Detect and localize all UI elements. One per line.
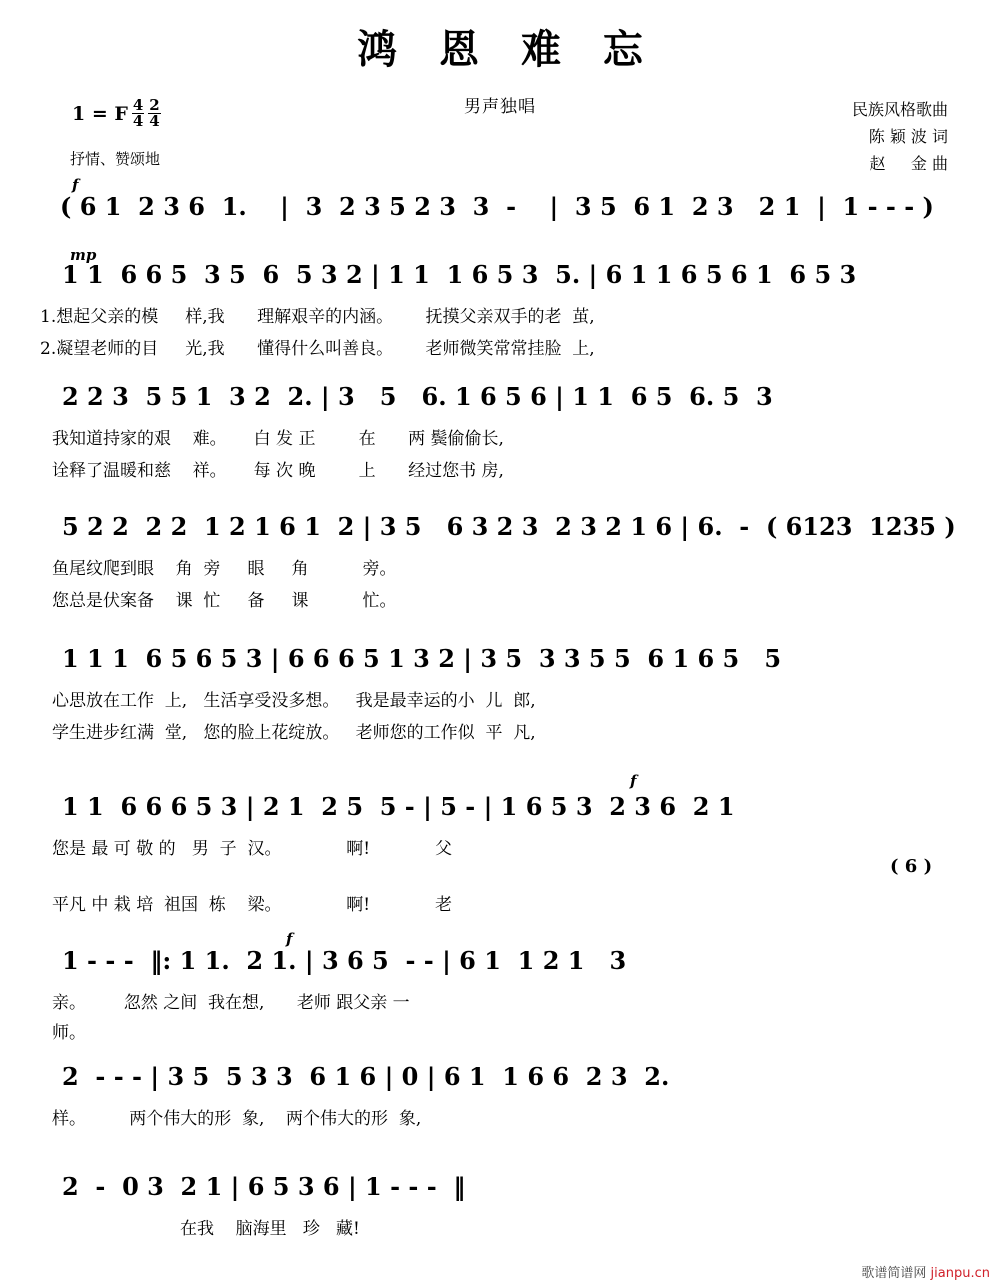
notes-line-5: 1 1 6 6 6 5 3 | 2 1 2 5 5 - | 5 - | 1 6 5 3 2 3 6 2 1	[62, 792, 735, 821]
lyrics-verse1-line2: 我知道持家的艰 难。 白 发 正 在 两 鬓偷偷长,	[52, 429, 504, 449]
lyrics-verse2-line4: 学生进步红满 堂, 您的脸上花绽放。 老师您的工作似 平 凡,	[52, 723, 536, 743]
lyrics-verse1-line4: 心思放在工作 上, 生活享受没多想。 我是最幸运的小 儿 郎,	[52, 691, 536, 711]
lyrics-verse2-line2: 诠释了温暖和慈 祥。 每 次 晚 上 经过您书 房,	[52, 461, 504, 481]
notes-alternate-paren: ( 6 )	[890, 856, 933, 877]
lyrics-line-8: 在我 脑海里 珍 藏!	[180, 1219, 360, 1239]
notes-line-3: 5 2 2 2 2 1 2 1 6 1 2 | 3 5 6 3 2 3 2 3 2 1 6 | 6. - ( 6123 1235 )	[62, 512, 956, 541]
watermark-text: 歌谱简谱网	[861, 1266, 927, 1281]
lyrics-verse2-line1: 2.凝望老师的目 光,我 懂得什么叫善良。 老师微笑常常挂脸 上,	[40, 339, 595, 359]
lyrics-verse1-line5: 您是 最 可 敬 的 男 子 汉。 啊! 父	[52, 839, 452, 859]
notes-line-1: 1 1 6 6 5 3 5 6 5 3 2 | 1 1 1 6 5 3 5. | 6 1 1 6 5 6 1 6 5 3	[62, 260, 857, 289]
tempo-expression: 抒情、赞颂地	[70, 150, 161, 168]
dynamic-f-line5: f	[630, 772, 637, 790]
credit-line-1: 民族风格歌曲	[851, 100, 948, 119]
time-signature-1: $\frac{4}{4}$	[132, 96, 144, 131]
lyrics-verse2-line3: 您总是伏案备 课 忙 备 课 忙。	[52, 591, 397, 611]
lyrics-verse1-line3: 鱼尾纹爬到眼 角 旁 眼 角 旁。	[52, 559, 397, 579]
dynamic-f-line6: f	[286, 930, 293, 948]
subtitle: 男声独唱	[464, 97, 536, 117]
dynamic-f-intro: f	[72, 176, 79, 194]
dynamic-mp: mp	[70, 246, 97, 264]
credits	[852, 96, 948, 177]
notes-line-2: 2 2 3 5 5 1 3 2 2. | 3 5 6. 1 6 5 6 | 1 1 6 5 6. 5 3	[62, 382, 773, 411]
notes-line-4: 1 1 1 6 5 6 5 3 | 6 6 6 5 1 3 2 | 3 5 3 3 5 5 6 1 6 5 5	[62, 644, 782, 673]
lyrics-line-7: 样。 两个伟大的形 象, 两个伟大的形 象,	[52, 1109, 422, 1129]
watermark-site: jianpu.cn	[930, 1266, 990, 1281]
lyrics-verse2-line5: 平凡 中 栽 培 祖国 栋 梁。 啊! 老	[52, 895, 452, 915]
watermark	[861, 1262, 990, 1281]
key-and-time-signature	[72, 98, 161, 130]
lyrics-verse2-line6: 师。	[52, 1023, 86, 1043]
notes-line-6: 1 - - - ‖: 1 1. 2 1. | 3 6 5 - - | 6 1 1 2 1 3	[62, 946, 627, 975]
notes-intro: ( 6 1 2 3 6 1. | 3 2 3 5 2 3 3 - | 3 5 6 1 2 3 2 1 | 1 - - - )	[60, 192, 934, 221]
key-signature: 1 = F	[72, 102, 128, 125]
page-title: 鸿 恩 难 忘	[357, 26, 657, 73]
notes-line-8: 2 - 0 3 2 1 | 6 5 3 6 | 1 - - - ‖	[62, 1172, 466, 1201]
credit-line-3: 赵 金 曲	[869, 154, 948, 173]
time-signature-2: $\frac{2}{4}$	[149, 96, 160, 131]
notes-line-7: 2 - - - | 3 5 5 3 3 6 1 6 | 0 | 6 1 1 6 6 2 3 2.	[62, 1062, 670, 1091]
lyrics-verse1-line1: 1.想起父亲的模 样,我 理解艰辛的内涵。 抚摸父亲双手的老 茧,	[40, 307, 595, 327]
lyrics-verse1-line6: 亲。 忽然 之间 我在想, 老师 跟父亲 一	[52, 993, 410, 1013]
credit-line-2: 陈 颖 波 词	[868, 127, 948, 146]
